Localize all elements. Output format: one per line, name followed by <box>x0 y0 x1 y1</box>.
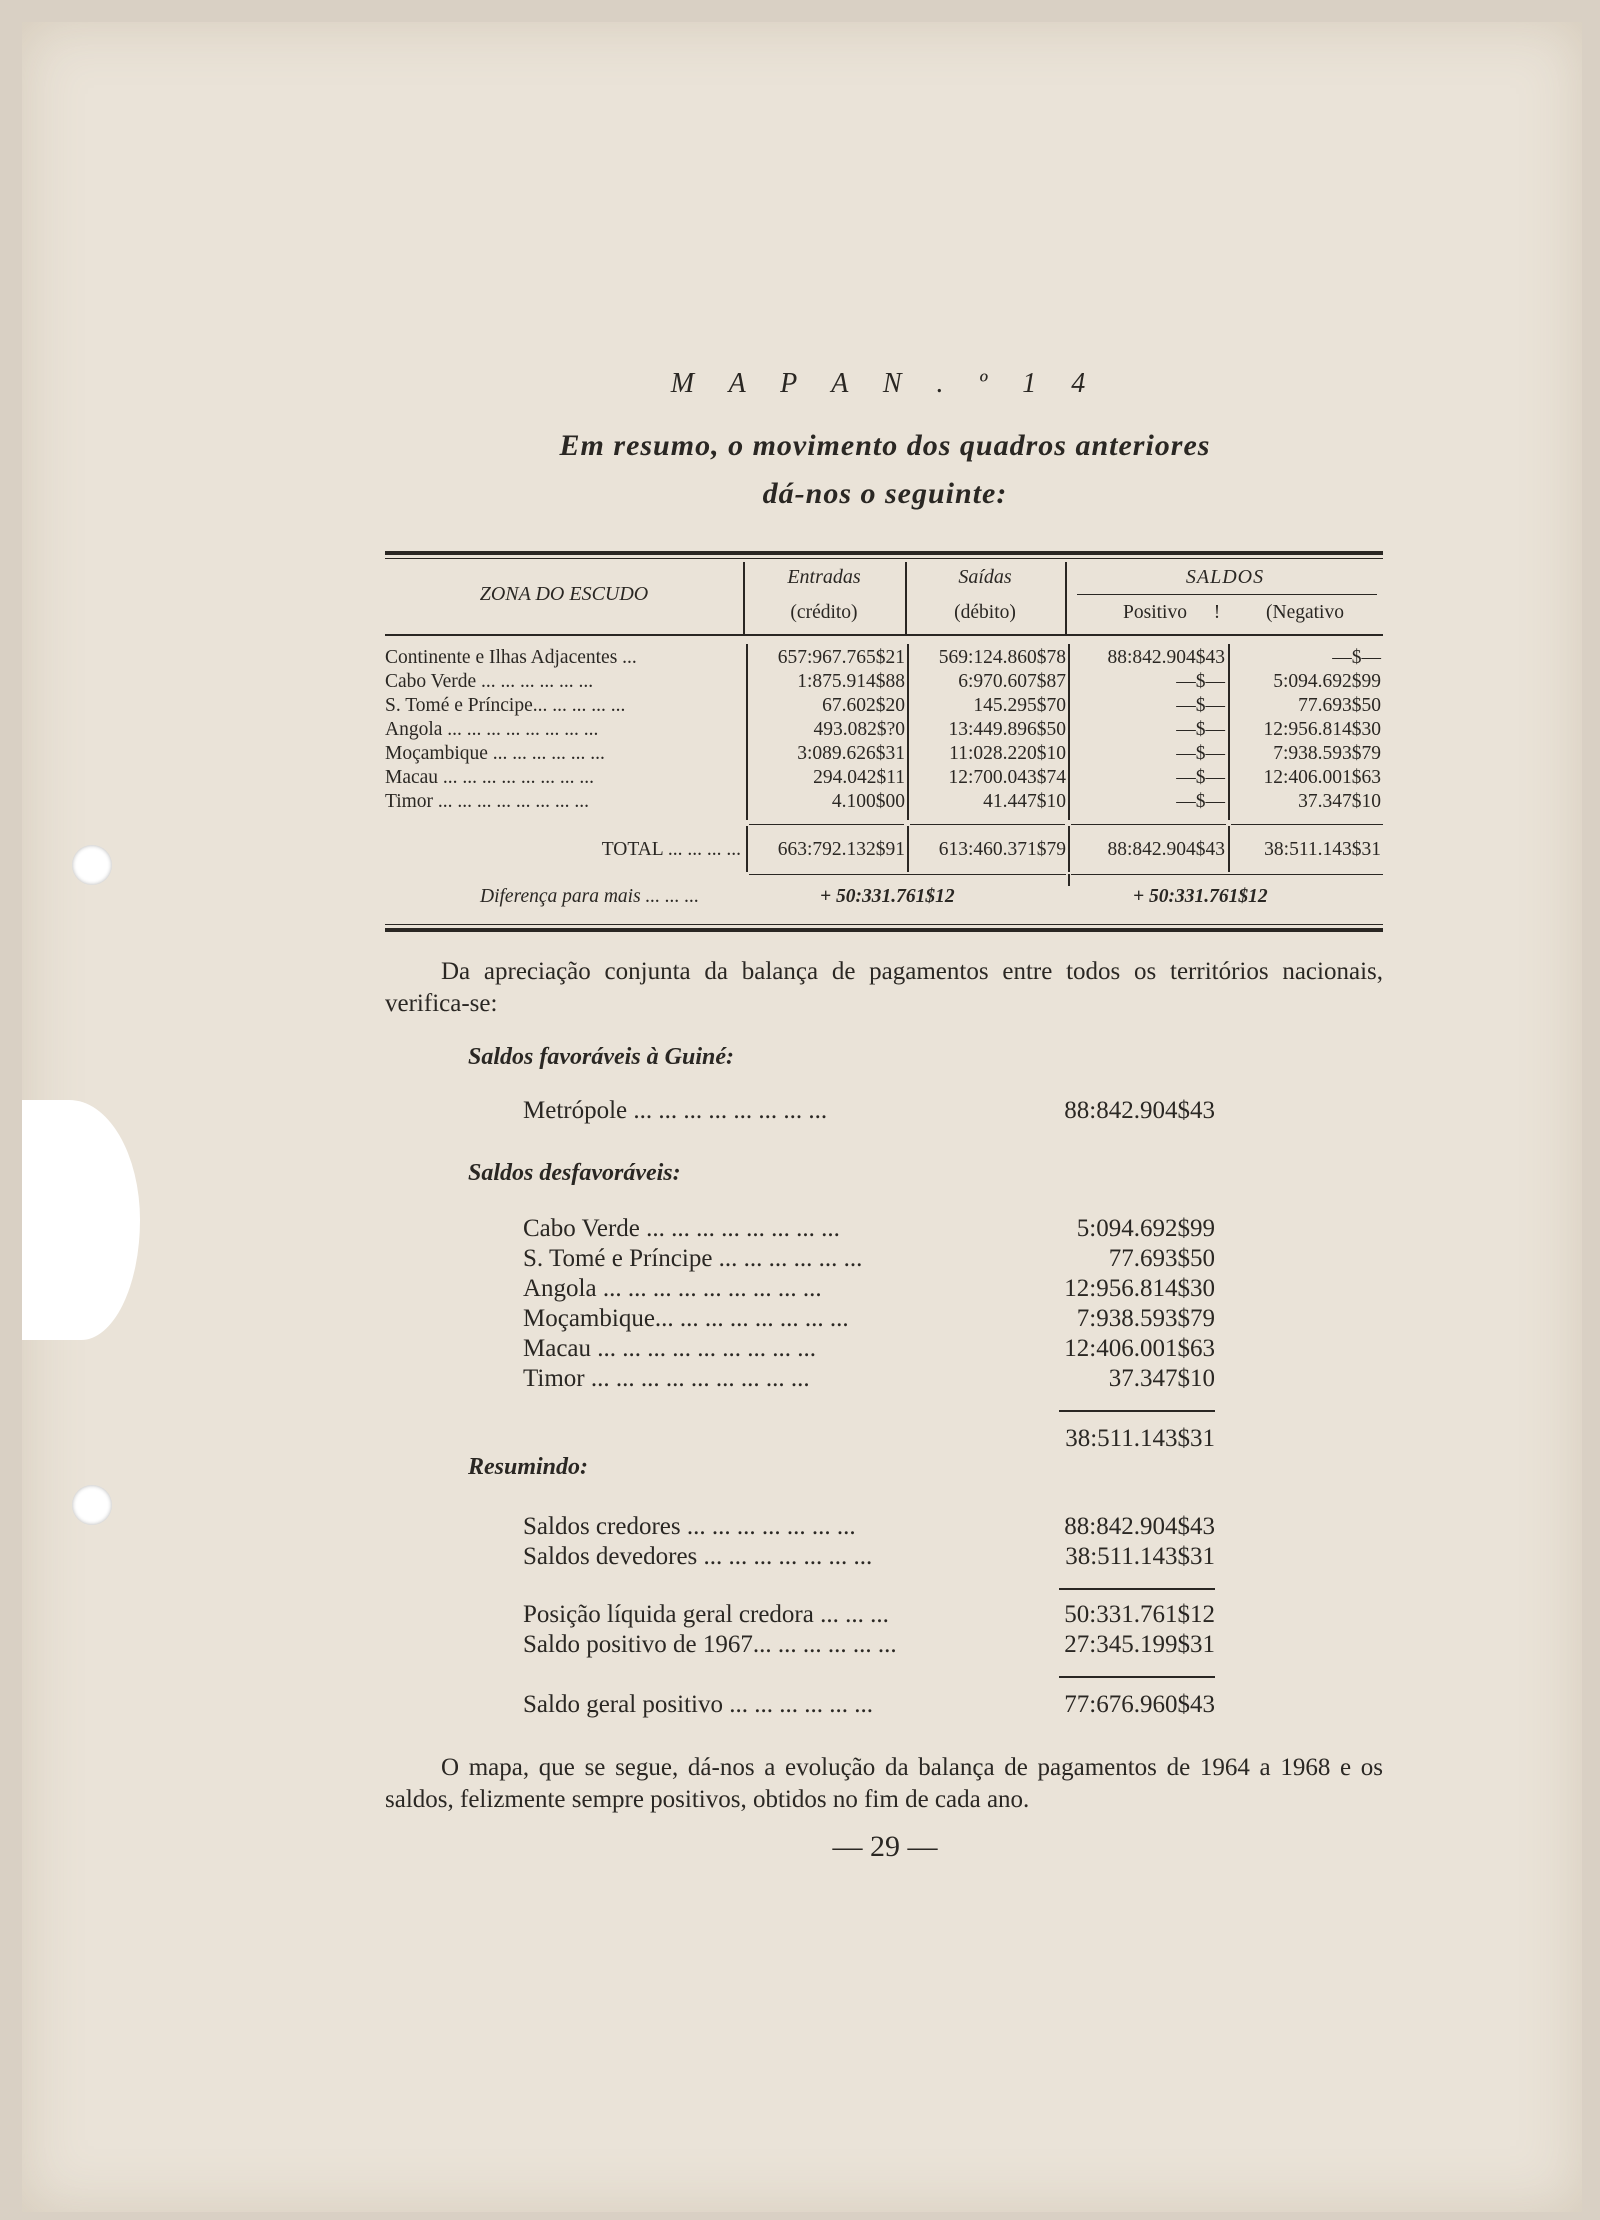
row-positivo: —$— <box>1176 695 1225 716</box>
list-item-value: 38:511.143$31 <box>1065 1543 1215 1570</box>
list-item-value: 27:345.199$31 <box>1064 1631 1215 1658</box>
list-item-value: 12:406.001$63 <box>1064 1335 1215 1362</box>
resumindo-heading: Resumindo: <box>468 1454 589 1480</box>
diff-value-left: + 50:331.761$12 <box>820 886 955 907</box>
row-negativo: 7:938.593$79 <box>1273 743 1381 764</box>
punch-hole-top <box>72 845 112 885</box>
table-bottom-rule <box>385 928 1383 932</box>
header-bottom-rule <box>385 634 1383 636</box>
row-saidas: 13:449.896$50 <box>948 719 1066 740</box>
row-entradas: 294.042$11 <box>813 767 905 788</box>
table-top-rule-thin <box>385 558 1383 559</box>
list-item: Saldo positivo de 1967... ... ... ... ... ... <box>523 1631 897 1658</box>
diff-value-right: + 50:331.761$12 <box>1133 886 1268 907</box>
subtitle-line-1: Em resumo, o movimento dos quadros anteriores <box>559 429 1211 462</box>
list-item-value: 37.347$10 <box>1108 1365 1215 1392</box>
row-saidas: 145.295$70 <box>973 695 1066 716</box>
row-positivo: —$— <box>1176 719 1225 740</box>
diff-top-rule-right <box>1071 874 1383 875</box>
total-negativo: 38:511.143$31 <box>1264 839 1381 860</box>
diff-label: Diferença para mais ... ... ... <box>480 886 700 907</box>
header-entradas: Entradas <box>787 566 861 588</box>
total-top-rule-4 <box>1231 824 1383 825</box>
desfavoraveis-total: 38:511.143$31 <box>1065 1425 1215 1452</box>
list-item-value: 12:956.814$30 <box>1064 1275 1215 1302</box>
list-item: Moçambique... ... ... ... ... ... ... ... <box>523 1305 849 1332</box>
row-zone: Cabo Verde ... ... ... ... ... ... <box>385 671 594 692</box>
favoraveis-item-label: Metrópole ... ... ... ... ... ... ... ... <box>523 1097 828 1124</box>
total-label: TOTAL ... ... ... ... <box>601 839 741 860</box>
row-positivo: —$— <box>1176 671 1225 692</box>
header-zona: ZONA DO ESCUDO <box>479 583 649 605</box>
row-saidas: 6:970.607$87 <box>958 671 1066 692</box>
list-item: S. Tomé e Príncipe ... ... ... ... ... ... <box>523 1245 863 1272</box>
row-saidas: 41.447$10 <box>983 791 1066 812</box>
list-item: Saldo geral positivo ... ... ... ... ... ... <box>523 1691 873 1718</box>
intro-paragraph: Da apreciação conjunta da balança de pagamentos entre todos os territórios nacionais, verifica-se: <box>385 958 1383 1017</box>
row-positivo: —$— <box>1176 743 1225 764</box>
row-negativo: 12:956.814$30 <box>1263 719 1381 740</box>
total-saidas: 613:460.371$79 <box>938 839 1066 860</box>
header-entradas-sub: (crédito) <box>790 602 858 623</box>
list-item: Posição líquida geral credora ... ... ... <box>523 1601 889 1628</box>
total-top-rule-1 <box>749 824 904 825</box>
row-entradas: 67.602$20 <box>822 695 905 716</box>
row-negativo: —$— <box>1332 647 1381 668</box>
list-item-value: 7:938.593$79 <box>1076 1305 1215 1332</box>
list-item-value: 88:842.904$43 <box>1064 1513 1215 1540</box>
row-entradas: 4.100$00 <box>831 791 905 812</box>
row-positivo: —$— <box>1176 767 1225 788</box>
row-positivo: —$— <box>1176 791 1225 812</box>
row-zone: S. Tomé e Príncipe... ... ... ... ... <box>385 695 626 716</box>
table-bottom-rule-thin <box>385 924 1383 925</box>
row-zone: Angola ... ... ... ... ... ... ... ... <box>385 719 599 740</box>
list-item-value: 77.693$50 <box>1108 1245 1215 1272</box>
row-negativo: 37.347$10 <box>1298 791 1381 812</box>
resumindo-sum-rule-2 <box>1059 1676 1215 1678</box>
list-item: Saldos credores ... ... ... ... ... ... ... <box>523 1513 856 1540</box>
row-zone: Moçambique ... ... ... ... ... ... <box>385 743 605 764</box>
desfavoraveis-sum-rule <box>1059 1410 1215 1412</box>
row-positivo: 88:842.904$43 <box>1107 647 1225 668</box>
header-sep: ! <box>1213 602 1221 623</box>
header-saidas-sub: (débito) <box>954 602 1016 623</box>
row-negativo: 77.693$50 <box>1298 695 1381 716</box>
row-zone: Timor ... ... ... ... ... ... ... ... <box>385 791 590 812</box>
favoraveis-item-value: 88:842.904$43 <box>1064 1097 1215 1124</box>
total-top-rule-2 <box>910 824 1065 825</box>
list-item-value: 77:676.960$43 <box>1064 1691 1215 1718</box>
map-title: M A P A N . º 1 4 <box>670 368 1100 399</box>
closing-paragraph: O mapa, que se segue, dá-nos a evolução da balança de pagamentos de 1964 a 1968 e os saldos, felizmente sempre positivos, obtidos no fim de cada ano. <box>385 1754 1383 1813</box>
list-item: Timor ... ... ... ... ... ... ... ... ... <box>523 1365 810 1392</box>
desfavoraveis-heading: Saldos desfavoráveis: <box>468 1160 681 1186</box>
row-negativo: 12:406.001$63 <box>1263 767 1381 788</box>
list-item: Cabo Verde ... ... ... ... ... ... ... ... <box>523 1215 840 1242</box>
diff-divider <box>1068 874 1070 886</box>
page-number: — 29 — <box>832 1830 938 1863</box>
table-top-rule <box>385 551 1383 555</box>
punch-hole-bottom <box>72 1485 112 1525</box>
total-entradas: 663:792.132$91 <box>777 839 905 860</box>
header-saidas: Saídas <box>958 566 1012 588</box>
row-negativo: 5:094.692$99 <box>1273 671 1381 692</box>
saldos-underline <box>1077 594 1377 595</box>
resumindo-sum-rule-1 <box>1059 1588 1215 1590</box>
header-saldos: SALDOS <box>1185 566 1265 588</box>
row-zone: Macau ... ... ... ... ... ... ... ... <box>385 767 595 788</box>
total-top-rule-3 <box>1071 824 1226 825</box>
row-saidas: 11:028.220$10 <box>949 743 1066 764</box>
list-item-value: 5:094.692$99 <box>1076 1215 1215 1242</box>
row-entradas: 1:875.914$88 <box>797 671 905 692</box>
subtitle-line-2: dá-nos o seguinte: <box>762 477 1008 510</box>
row-saidas: 12:700.043$74 <box>948 767 1066 788</box>
row-saidas: 569:124.860$78 <box>938 647 1066 668</box>
header-positivo: Positivo <box>1123 602 1187 623</box>
header-negativo: (Negativo <box>1266 602 1344 623</box>
row-entradas: 657:967.765$21 <box>777 647 905 668</box>
total-positivo: 88:842.904$43 <box>1107 839 1225 860</box>
favoraveis-heading: Saldos favoráveis à Guiné: <box>468 1044 734 1070</box>
list-item: Saldos devedores ... ... ... ... ... ... ... <box>523 1543 873 1570</box>
row-entradas: 3:089.626$31 <box>797 743 905 764</box>
row-entradas: 493.082$?0 <box>813 719 905 740</box>
list-item: Angola ... ... ... ... ... ... ... ... ... <box>523 1275 822 1302</box>
list-item-value: 50:331.761$12 <box>1064 1601 1215 1628</box>
diff-top-rule-left <box>749 874 1066 875</box>
map-subtitle <box>385 422 1385 518</box>
list-item: Macau ... ... ... ... ... ... ... ... ... <box>523 1335 817 1362</box>
row-zone: Continente e Ilhas Adjacentes ... <box>385 647 637 668</box>
